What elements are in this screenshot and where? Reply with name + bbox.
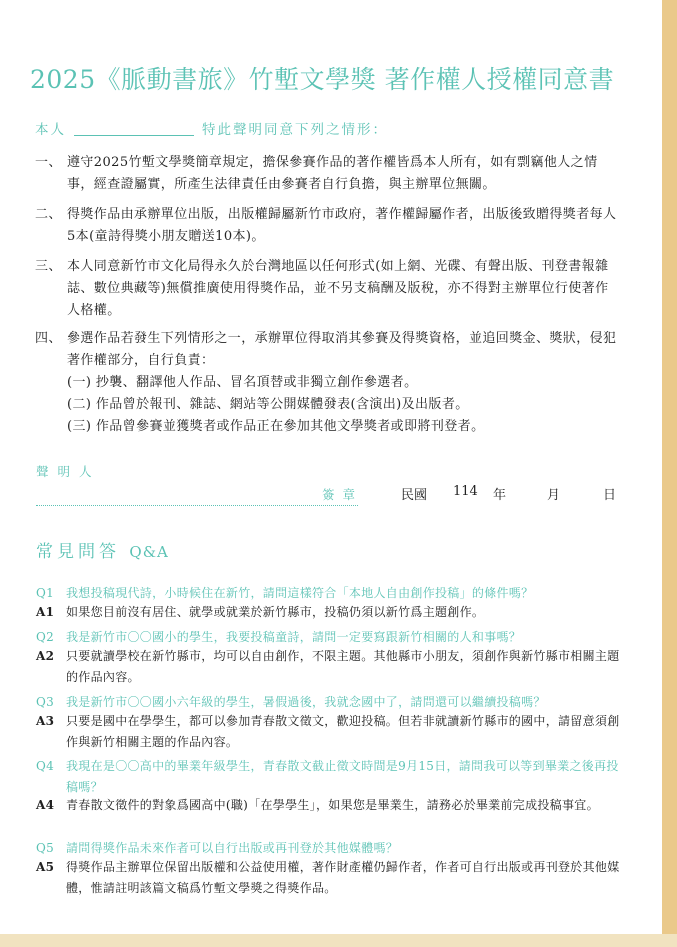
question-text: 我是新竹市〇〇國小六年級的學生，暑假過後，我就念國中了，請問還可以繼續投稿嗎？ bbox=[66, 695, 546, 709]
question-tag: Q5 bbox=[36, 841, 55, 855]
term-number: 三、 bbox=[35, 259, 62, 274]
term-number: 二、 bbox=[35, 207, 62, 222]
declaration-prefix: 本人 bbox=[35, 122, 66, 138]
question-text: 我想投稿現代詩，小時候住在新竹，請問這樣符合「本地人自由創作投稿」的條件嗎？ bbox=[66, 586, 534, 600]
answer-tag: A4 bbox=[36, 798, 55, 812]
declaration-line bbox=[35, 118, 635, 138]
term-item-4 bbox=[35, 328, 620, 438]
answer-text: 青春散文徵件的對象爲國高中(職)「在學學生」，如果您是畢業生，請務必於畢業前完成投稿事宜。 bbox=[66, 798, 599, 812]
question-tag: Q2 bbox=[36, 630, 55, 644]
term-text: 參選作品若發生下列情形之一，承辦單位得取消其參賽及得獎資格，並追回獎金、獎狀，侵犯著作權部分，自行負責： bbox=[67, 331, 617, 368]
signature-line bbox=[36, 505, 358, 506]
bottom-edge-strip bbox=[0, 934, 677, 947]
declaration-suffix: 特此聲明同意下列之情形： bbox=[202, 122, 388, 138]
answer-tag: A2 bbox=[36, 649, 55, 663]
document-title: 2025《脈動書旅》竹塹文學獎 著作權人授權同意書 bbox=[30, 65, 615, 94]
question-tag: Q3 bbox=[36, 695, 55, 709]
faq-answer-5 bbox=[36, 857, 621, 899]
date-year: 114 bbox=[453, 484, 478, 499]
date-era: 民國 bbox=[401, 488, 428, 503]
right-edge-strip bbox=[662, 0, 677, 947]
term-item-1 bbox=[35, 152, 620, 196]
question-tag: Q4 bbox=[36, 759, 55, 773]
faq-question-5 bbox=[36, 838, 621, 859]
term-item-3 bbox=[35, 256, 620, 322]
answer-text: 如果您目前沒有居住、就學或就業於新竹縣市，投稿仍須以新竹爲主題創作。 bbox=[66, 605, 485, 619]
answer-tag: A1 bbox=[36, 605, 55, 619]
declarant-name-blank bbox=[74, 135, 194, 136]
faq-heading-zh: 常見問答 bbox=[36, 542, 120, 562]
question-tag: Q1 bbox=[36, 586, 55, 600]
signature-stamp-label: 簽章 bbox=[322, 487, 364, 502]
term-text: 遵守2025竹塹文學獎簡章規定，擔保參賽作品的著作權皆爲本人所有，如有剽竊他人之情事，經查證屬實，所產生法律責任由參賽者自行負擔，與主辦單位無關。 bbox=[67, 155, 598, 192]
faq-answer-1 bbox=[36, 602, 621, 623]
date-day-unit: 日 bbox=[603, 488, 617, 503]
term-sub-item: (二) 作品曾於報刊、雜誌、網站等公開媒體發表(含演出)及出版者。 bbox=[67, 397, 469, 412]
faq-answer-4 bbox=[36, 795, 621, 816]
answer-text: 只要是國中在學學生，都可以參加青春散文徵文，歡迎投稿。但若非就讀新竹縣市的國中，請留意須創作與新竹相關主題的作品內容。 bbox=[66, 714, 620, 749]
faq-question-3 bbox=[36, 692, 621, 713]
term-text: 得獎作品由承辦單位出版，出版權歸屬新竹市政府，著作權歸屬作者，出版後致贈得獎者每人5本(童詩得獎小朋友贈送10本)。 bbox=[67, 207, 617, 244]
term-sub-item: (三) 作品曾參賽並獲獎者或作品正在參加其他文學獎者或即將刊登者。 bbox=[67, 419, 485, 434]
answer-tag: A5 bbox=[36, 860, 55, 874]
faq-question-4 bbox=[36, 756, 621, 798]
faq-heading bbox=[36, 537, 169, 562]
faq-heading-en: Q&A bbox=[129, 543, 169, 561]
faq-answer-2 bbox=[36, 646, 621, 688]
term-sub-item: (一) 抄襲、翻譯他人作品、冒名頂替或非獨立創作參選者。 bbox=[67, 375, 418, 390]
faq-question-2 bbox=[36, 627, 621, 648]
term-number: 四、 bbox=[35, 331, 62, 346]
faq-answer-3 bbox=[36, 711, 621, 753]
question-text: 我是新竹市〇〇國小的學生，我要投稿童詩，請問一定要寫跟新竹相關的人和事嗎？ bbox=[66, 630, 522, 644]
term-number: 一、 bbox=[35, 155, 62, 170]
question-text: 請問得獎作品未來作者可以自行出版或再刊登於其他媒體嗎？ bbox=[66, 841, 399, 855]
answer-text: 得獎作品主辦單位保留出版權和公益使用權，著作財產權仍歸作者，作者可自行出版或再刊登於其他媒體，惟請註明該篇文稿爲竹塹文學獎之得獎作品。 bbox=[66, 860, 620, 895]
term-item-2 bbox=[35, 204, 620, 248]
date-month-unit: 月 bbox=[547, 488, 561, 503]
answer-text: 只要就讀學校在新竹縣市，均可以自由創作，不限主題。其他縣市小朋友，須創作與新竹縣市相關主題的作品內容。 bbox=[66, 649, 620, 684]
declarant-label: 聲明人 bbox=[36, 464, 101, 479]
term-text: 本人同意新竹市文化局得永久於台灣地區以任何形式(如上網、光碟、有聲出版、刊登書報雜誌、數位典藏等)無償推廣使用得獎作品，並不另支稿酬及版稅，亦不得對主辦單位行使著作人格權。 bbox=[67, 259, 609, 318]
date-year-unit: 年 bbox=[493, 488, 507, 503]
question-text: 我現在是〇〇高中的畢業年級學生，青春散文截止徵文時間是9月15日，請問我可以等到畢業之後再投稿嗎？ bbox=[66, 759, 619, 794]
faq-question-1 bbox=[36, 583, 621, 604]
answer-tag: A3 bbox=[36, 714, 55, 728]
